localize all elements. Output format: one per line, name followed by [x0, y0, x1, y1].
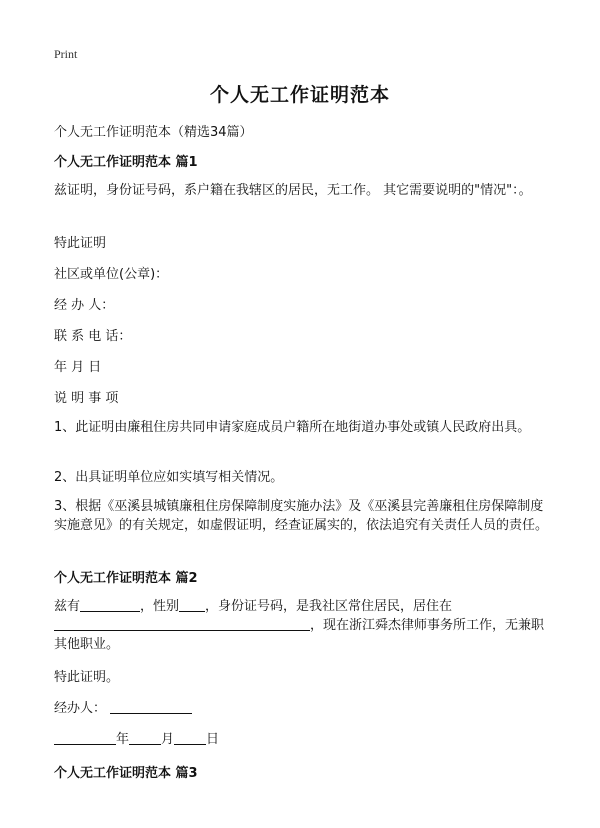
section-2-handler-line — [54, 697, 192, 716]
section-2-certify: 特此证明。 — [54, 670, 120, 685]
section-2-text-a: 兹有 — [54, 599, 81, 614]
section-2-handler: 经办人： — [54, 701, 107, 716]
section-1-certify: 特此证明 — [54, 236, 107, 251]
section-2-text-c: ，身份证号码，是我社区常住居民，居住在 — [205, 599, 453, 614]
section-2-year: 年 — [116, 732, 130, 747]
section-2-day: 日 — [206, 732, 220, 747]
section-1-note-1: 1、此证明由廉租住房共同申请家庭成员户籍所在地街道办事处或镇人民政府出具。 — [54, 420, 531, 435]
section-2-text-d: ，现在浙江舜杰律师事务所工作，无兼职其他职业。 — [54, 618, 545, 652]
print-label: Print — [54, 47, 78, 61]
section-2-heading: 个人无工作证明范本 篇2 — [54, 571, 198, 586]
section-2-paragraph — [54, 597, 550, 654]
section-1-handler: 经 办 人： — [54, 298, 115, 313]
section-1-phone: 联 系 电 话： — [54, 329, 132, 344]
section-1-intro: 兹证明，身份证号码，系户籍在我辖区的居民，无工作。 其它需要说明的"情况"：。 — [54, 183, 532, 198]
name-blank — [80, 597, 140, 612]
address-blank — [54, 616, 310, 631]
section-1-notes-title: 说 明 事 项 — [54, 391, 119, 406]
section-1-date: 年 月 日 — [54, 360, 102, 375]
gender-blank — [179, 597, 205, 612]
document-subtitle: 个人无工作证明范本（精选34篇） — [54, 125, 253, 140]
section-2-date-line — [54, 728, 219, 747]
year-blank — [54, 730, 116, 745]
section-1-note-2: 2、出具证明单位应如实填写相关情况。 — [54, 470, 284, 485]
section-2-month: 月 — [161, 732, 175, 747]
document-title: 个人无工作证明范本 — [209, 84, 390, 106]
month-blank — [129, 730, 161, 745]
day-blank — [174, 730, 206, 745]
section-1-heading: 个人无工作证明范本 篇1 — [54, 155, 198, 170]
section-1-note-3: 3、根据《巫溪县城镇廉租住房保障制度实施办法》及《巫溪县完善廉租住房保障制度实施意见》的有关规定，如虚假证明，经查证属实的，依法追究有关责任人员的责任。 — [54, 499, 549, 533]
section-3-heading: 个人无工作证明范本 篇3 — [54, 766, 198, 781]
handler-blank — [110, 699, 192, 714]
section-1-unit: 社区或单位(公章)： — [54, 267, 169, 282]
section-2-text-b: ，性别 — [140, 599, 180, 614]
